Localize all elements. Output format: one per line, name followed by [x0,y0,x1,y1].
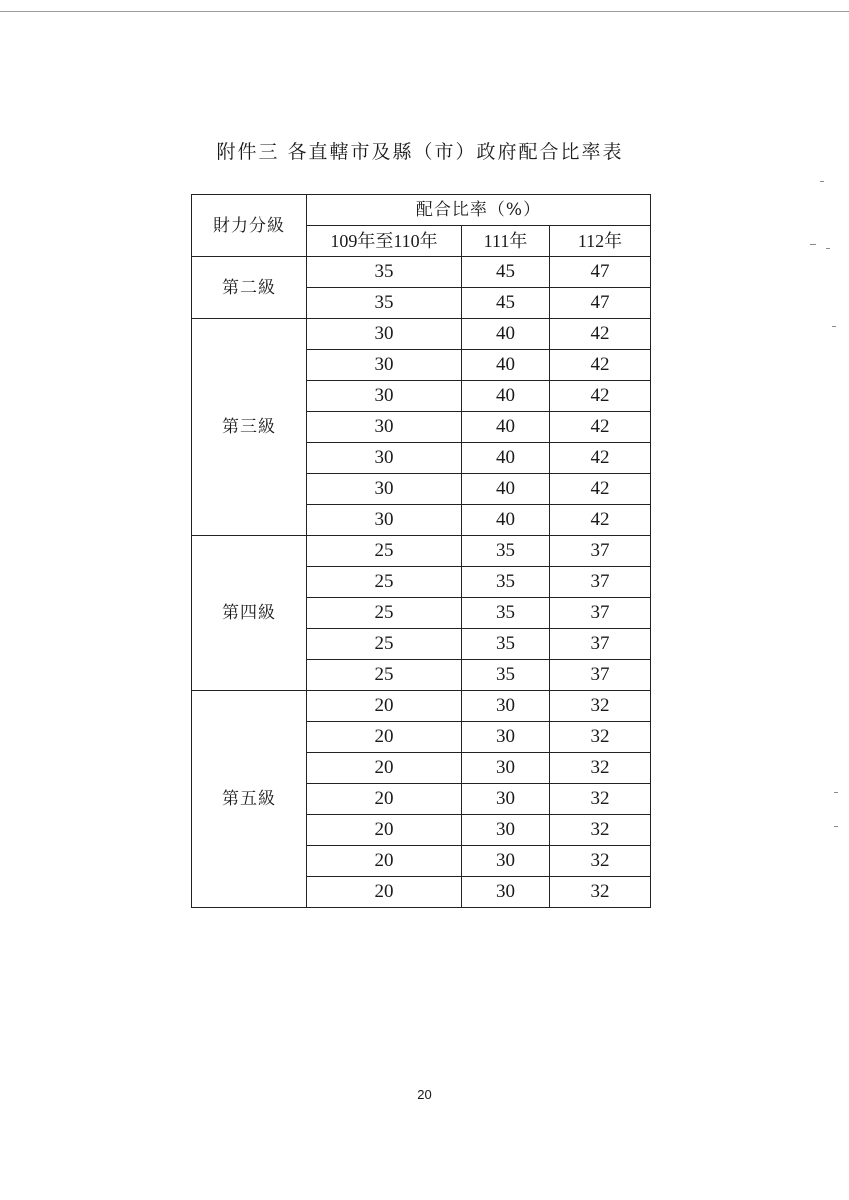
value-109-110: 25 [307,536,462,567]
value-109-110: 25 [307,567,462,598]
ratio-header: 配合比率（%） [307,195,651,226]
value-111: 30 [462,815,550,846]
value-111: 35 [462,536,550,567]
value-109-110: 30 [307,319,462,350]
value-112: 32 [550,753,651,784]
scan-border-line [0,11,849,12]
value-109-110: 35 [307,257,462,288]
value-109-110: 35 [307,288,462,319]
value-112: 32 [550,722,651,753]
value-111: 35 [462,629,550,660]
value-112: 42 [550,505,651,536]
table-row [192,691,651,722]
value-112: 47 [550,257,651,288]
value-109-110: 30 [307,381,462,412]
value-109-110: 30 [307,443,462,474]
level-header: 財力分級 [192,195,307,257]
value-112: 42 [550,474,651,505]
value-112: 42 [550,443,651,474]
value-111: 30 [462,722,550,753]
year-header-112: 112年 [550,226,651,257]
level-label: 第四級 [192,536,307,691]
value-111: 40 [462,319,550,350]
value-112: 37 [550,598,651,629]
value-109-110: 25 [307,629,462,660]
value-109-110: 20 [307,846,462,877]
value-109-110: 30 [307,505,462,536]
value-112: 37 [550,629,651,660]
value-111: 30 [462,846,550,877]
value-109-110: 20 [307,722,462,753]
scan-speck [810,244,816,245]
ratio-table [191,194,651,908]
value-109-110: 25 [307,660,462,691]
value-109-110: 20 [307,877,462,908]
level-label: 第二級 [192,257,307,319]
value-112: 32 [550,815,651,846]
value-111: 40 [462,505,550,536]
value-109-110: 30 [307,474,462,505]
value-112: 47 [550,288,651,319]
value-109-110: 25 [307,598,462,629]
value-111: 35 [462,660,550,691]
value-111: 35 [462,598,550,629]
value-111: 30 [462,877,550,908]
value-112: 37 [550,660,651,691]
header-row [192,195,651,226]
value-112: 42 [550,319,651,350]
value-112: 32 [550,784,651,815]
year-header-111: 111年 [462,226,550,257]
value-111: 40 [462,443,550,474]
value-112: 37 [550,536,651,567]
value-111: 40 [462,381,550,412]
level-label: 第三級 [192,319,307,536]
scan-speck [820,181,824,182]
value-112: 42 [550,412,651,443]
value-109-110: 20 [307,691,462,722]
value-112: 32 [550,846,651,877]
value-111: 30 [462,753,550,784]
value-111: 30 [462,784,550,815]
value-111: 30 [462,691,550,722]
value-112: 32 [550,691,651,722]
value-109-110: 20 [307,784,462,815]
value-112: 42 [550,350,651,381]
value-109-110: 30 [307,412,462,443]
table-row [192,319,651,350]
value-111: 40 [462,350,550,381]
value-111: 45 [462,288,550,319]
scan-speck [834,826,838,827]
value-111: 35 [462,567,550,598]
scan-speck [834,792,838,793]
value-111: 40 [462,474,550,505]
value-112: 32 [550,877,651,908]
table-row [192,536,651,567]
value-111: 40 [462,412,550,443]
table-row [192,257,651,288]
value-112: 37 [550,567,651,598]
document-title: 附件三 各直轄市及縣（市）政府配合比率表 [216,141,624,163]
value-112: 42 [550,381,651,412]
page-number: 20 [417,1087,432,1102]
value-111: 45 [462,257,550,288]
value-109-110: 20 [307,753,462,784]
value-109-110: 30 [307,350,462,381]
scan-speck [826,248,830,249]
scan-speck [832,326,836,327]
value-109-110: 20 [307,815,462,846]
year-header-109-110: 109年至110年 [307,226,462,257]
level-label: 第五級 [192,691,307,908]
